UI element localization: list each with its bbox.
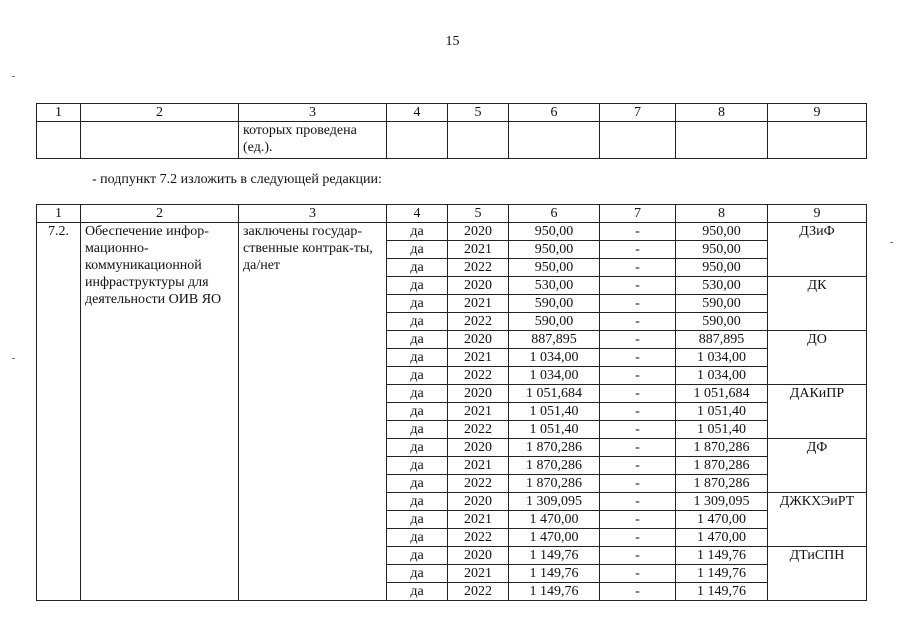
column-header: 2 [81,104,239,122]
column-header: 4 [387,205,448,223]
amount-cell: 1 470,00 [509,511,600,529]
year-cell: 2021 [448,295,509,313]
item-title: Обеспечение инфор-мационно-коммуникационной инфраструктуры для деятельности ОИВ ЯО [81,223,239,601]
dash-cell: - [600,511,676,529]
amount-cell: 1 309,095 [509,493,600,511]
amount-cell: 950,00 [509,223,600,241]
status-cell: да [387,331,448,349]
year-cell: 2020 [448,331,509,349]
year-cell: 2022 [448,259,509,277]
year-cell: 2021 [448,457,509,475]
amendment-note: - подпункт 7.2 изложить в следующей редакции: [92,172,382,187]
year-cell: 2022 [448,367,509,385]
status-cell: да [387,403,448,421]
year-cell: 2021 [448,511,509,529]
year-cell: 2021 [448,241,509,259]
amount-cell: 1 149,76 [509,547,600,565]
dash-cell: - [600,241,676,259]
department-cell: ДК [768,277,867,331]
column-header: 4 [387,104,448,122]
total-cell: 950,00 [676,259,768,277]
year-cell: 2021 [448,403,509,421]
column-header: 9 [768,205,867,223]
status-cell: да [387,565,448,583]
column-header: 9 [768,104,867,122]
status-cell: да [387,313,448,331]
amount-cell: 950,00 [509,241,600,259]
department-cell: ДЖКХЭиРТ [768,493,867,547]
year-cell: 2020 [448,547,509,565]
dash-cell: - [600,349,676,367]
table-cell [387,122,448,159]
header-row [37,205,867,223]
indicator-text: заключены государ-ственные контрак-ты, да/нет [239,223,387,601]
column-header: 8 [676,205,768,223]
year-cell: 2022 [448,421,509,439]
amount-cell: 1 034,00 [509,367,600,385]
amount-cell: 1 051,40 [509,403,600,421]
total-cell: 1 470,00 [676,511,768,529]
table-cell [448,122,509,159]
item-number: 7.2. [37,223,81,601]
column-header: 3 [239,104,387,122]
table-row [37,122,867,159]
year-cell: 2021 [448,565,509,583]
total-cell: 590,00 [676,295,768,313]
dash-cell: - [600,331,676,349]
total-cell: 1 051,684 [676,385,768,403]
dash-cell: - [600,529,676,547]
status-cell: да [387,223,448,241]
total-cell: 1 870,286 [676,457,768,475]
total-cell: 887,895 [676,331,768,349]
department-cell: ДАКиПР [768,385,867,439]
status-cell: да [387,457,448,475]
column-header: 5 [448,205,509,223]
column-header: 3 [239,205,387,223]
table-cell: которых проведена (ед.). [239,122,387,159]
amount-cell: 887,895 [509,331,600,349]
dash-cell: - [600,583,676,601]
column-header: 8 [676,104,768,122]
total-cell: 530,00 [676,277,768,295]
dash-cell: - [600,277,676,295]
year-cell: 2020 [448,385,509,403]
total-cell: 1 870,286 [676,475,768,493]
amount-cell: 530,00 [509,277,600,295]
total-cell: 950,00 [676,241,768,259]
year-cell: 2022 [448,529,509,547]
dash-cell: - [600,295,676,313]
table-row [37,223,867,241]
amount-cell: 1 870,286 [509,475,600,493]
column-header: 6 [509,205,600,223]
table-cell [509,122,600,159]
total-cell: 590,00 [676,313,768,331]
column-header: 7 [600,104,676,122]
table-cell [768,122,867,159]
department-cell: ДФ [768,439,867,493]
total-cell: 1 149,76 [676,583,768,601]
status-cell: да [387,547,448,565]
total-cell: 1 870,286 [676,439,768,457]
table-cell [676,122,768,159]
scan-speck [890,242,893,243]
header-row [37,104,867,122]
dash-cell: - [600,493,676,511]
total-cell: 950,00 [676,223,768,241]
amount-cell: 1 870,286 [509,457,600,475]
status-cell: да [387,529,448,547]
column-header: 2 [81,205,239,223]
amount-cell: 1 051,40 [509,421,600,439]
amount-cell: 1 051,684 [509,385,600,403]
total-cell: 1 149,76 [676,547,768,565]
status-cell: да [387,421,448,439]
amount-cell: 1 870,286 [509,439,600,457]
total-cell: 1 470,00 [676,529,768,547]
dash-cell: - [600,259,676,277]
status-cell: да [387,259,448,277]
total-cell: 1 051,40 [676,403,768,421]
main-table [36,204,867,601]
dash-cell: - [600,385,676,403]
status-cell: да [387,277,448,295]
status-cell: да [387,349,448,367]
dash-cell: - [600,403,676,421]
year-cell: 2021 [448,349,509,367]
page-number: 15 [445,34,460,49]
amount-cell: 1 470,00 [509,529,600,547]
year-cell: 2022 [448,475,509,493]
amount-cell: 590,00 [509,313,600,331]
scan-speck [12,358,15,359]
column-header: 1 [37,205,81,223]
amount-cell: 950,00 [509,259,600,277]
column-header: 6 [509,104,600,122]
status-cell: да [387,583,448,601]
status-cell: да [387,241,448,259]
column-header: 1 [37,104,81,122]
dash-cell: - [600,313,676,331]
total-cell: 1 309,095 [676,493,768,511]
year-cell: 2020 [448,277,509,295]
dash-cell: - [600,439,676,457]
dash-cell: - [600,457,676,475]
total-cell: 1 051,40 [676,421,768,439]
amount-cell: 1 034,00 [509,349,600,367]
year-cell: 2022 [448,583,509,601]
department-cell: ДО [768,331,867,385]
year-cell: 2020 [448,439,509,457]
status-cell: да [387,493,448,511]
year-cell: 2020 [448,223,509,241]
status-cell: да [387,385,448,403]
continuation-table [36,103,867,159]
amount-cell: 1 149,76 [509,583,600,601]
dash-cell: - [600,367,676,385]
status-cell: да [387,439,448,457]
status-cell: да [387,367,448,385]
table-cell [600,122,676,159]
dash-cell: - [600,475,676,493]
status-cell: да [387,295,448,313]
table-cell [37,122,81,159]
department-cell: ДЗиФ [768,223,867,277]
dash-cell: - [600,565,676,583]
year-cell: 2020 [448,493,509,511]
scan-speck [12,76,15,77]
total-cell: 1 034,00 [676,349,768,367]
dash-cell: - [600,223,676,241]
total-cell: 1 149,76 [676,565,768,583]
column-header: 7 [600,205,676,223]
amount-cell: 1 149,76 [509,565,600,583]
dash-cell: - [600,547,676,565]
table-cell [81,122,239,159]
amount-cell: 590,00 [509,295,600,313]
status-cell: да [387,475,448,493]
dash-cell: - [600,421,676,439]
total-cell: 1 034,00 [676,367,768,385]
year-cell: 2022 [448,313,509,331]
department-cell: ДТиСПН [768,547,867,601]
column-header: 5 [448,104,509,122]
status-cell: да [387,511,448,529]
